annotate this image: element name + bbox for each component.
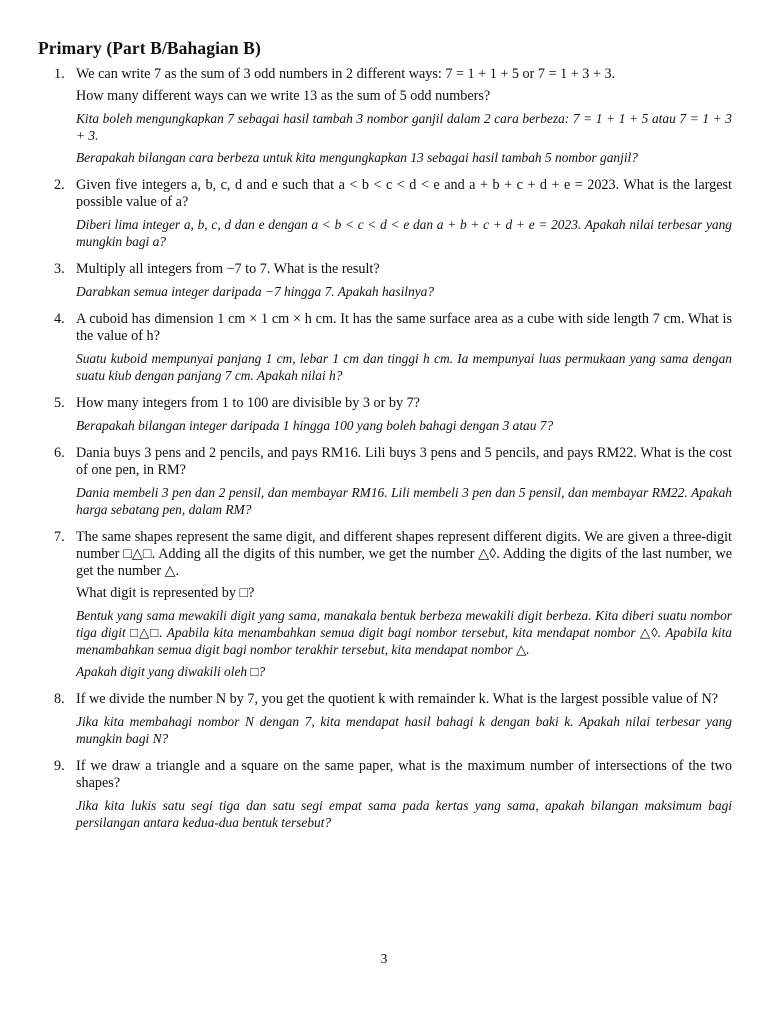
problem-number: 4. xyxy=(54,311,65,327)
problem-9 xyxy=(0,758,768,831)
problem-text-malay: Berapakah bilangan integer daripada 1 hingga 100 yang boleh bahagi dengan 3 atau 7? xyxy=(76,418,554,433)
problem-number: 5. xyxy=(54,395,65,411)
problem-text-english: Given five integers a, b, c, d and e such that a < b < c < d < e and a + b + c + d + e = 2023. What is the largest possible value of a? xyxy=(76,177,732,210)
problem-text-malay: Diberi lima integer a, b, c, d dan e dengan a < b < c < d < e dan a + b + c + d + e = 2023. Apakah nilai terbesar yang mungkin bagi a? xyxy=(76,217,732,249)
problem-8 xyxy=(0,691,768,747)
problem-6 xyxy=(0,445,768,518)
problem-text-malay: Dania membeli 3 pen dan 2 pensil, dan membayar RM16. Lili membeli 3 pen dan 5 pensil, dan membayar RM22. Apakah harga sebatang pen, dalam RM? xyxy=(76,485,732,517)
problem-5 xyxy=(0,395,768,434)
problem-3 xyxy=(0,261,768,300)
problem-text-malay: Darabkan semua integer daripada −7 hingga 7. Apakah hasilnya? xyxy=(76,284,435,299)
section-heading: Primary (Part B/Bahagian B) xyxy=(38,38,261,58)
problem-text-english: Dania buys 3 pens and 2 pencils, and pays RM16. Lili buys 3 pens and 5 pencils, and pays RM22. What is the cost of one pen, in RM? xyxy=(76,445,732,478)
problem-4 xyxy=(0,311,768,384)
problem-text-malay: Bentuk yang sama mewakili digit yang sama, manakala bentuk berbeza mewakili digit berbeza. Kita diberi suatu nombor tiga digit □△□. Apabila kita menambahkan semua digit bagi nombor tersebut, kita mendapat nombor △◊. Apabila kita menambahkan semua digit bagi nombor terakhir tersebut, kita mendapat nombor △. xyxy=(76,608,732,657)
problem-number: 6. xyxy=(54,445,65,461)
problem-number: 7. xyxy=(54,529,65,545)
problem-text-malay: Suatu kuboid mempunyai panjang 1 cm, lebar 1 cm dan tinggi h cm. Ia mempunyai luas permukaan yang sama dengan suatu kiub dengan panjang 7 cm. Apakah nilai h? xyxy=(76,351,732,383)
problem-7 xyxy=(0,529,768,680)
page-number: 3 xyxy=(380,951,388,966)
problem-text-english: We can write 7 as the sum of 3 odd numbers in 2 different ways: 7 = 1 + 1 + 5 or 7 = 1 + 3 + 3. xyxy=(76,66,616,82)
problem-text-english: How many integers from 1 to 100 are divisible by 3 or by 7? xyxy=(76,395,420,411)
problem-question-english: What digit is represented by □? xyxy=(76,585,255,601)
problem-number: 1. xyxy=(54,66,65,82)
problem-text-english: A cuboid has dimension 1 cm × 1 cm × h cm. It has the same surface area as a cube with side length 7 cm. What is the value of h? xyxy=(76,311,732,344)
problem-list xyxy=(0,66,768,842)
problem-number: 9. xyxy=(54,758,65,774)
problem-text-english: Multiply all integers from −7 to 7. What is the result? xyxy=(76,261,380,277)
problem-2 xyxy=(0,177,768,250)
problem-number: 3. xyxy=(54,261,65,277)
problem-number: 8. xyxy=(54,691,65,707)
problem-text-malay: Jika kita lukis satu segi tiga dan satu segi empat sama pada kertas yang sama, apakah bilangan maksimum bagi persilangan antara kedua-dua bentuk tersebut? xyxy=(76,798,732,830)
problem-text-malay: Kita boleh mengungkapkan 7 sebagai hasil tambah 3 nombor ganjil dalam 2 cara berbeza: 7 = 1 + 1 + 5 atau 7 = 1 + 3 + 3. xyxy=(76,111,732,143)
problem-number: 2. xyxy=(54,177,65,193)
problem-text-english: If we divide the number N by 7, you get the quotient k with remainder k. What is the largest possible value of N? xyxy=(76,691,719,707)
problem-1 xyxy=(0,66,768,166)
problem-text-malay: Jika kita membahagi nombor N dengan 7, kita mendapat hasil bahagi k dengan baki k. Apakah nilai terbesar yang mungkin bagi N? xyxy=(76,714,732,746)
problem-question-english: How many different ways can we write 13 as the sum of 5 odd numbers? xyxy=(76,88,491,104)
problem-question-malay: Apakah digit yang diwakili oleh □? xyxy=(76,664,266,679)
problem-text-english: If we draw a triangle and a square on the same paper, what is the maximum number of intersections of the two shapes? xyxy=(76,758,732,791)
problem-question-malay: Berapakah bilangan cara berbeza untuk kita mengungkapkan 13 sebagai hasil tambah 5 nombor ganjil? xyxy=(76,150,638,165)
problem-text-english: The same shapes represent the same digit, and different shapes represent different digits. We are given a three-digit number □△□. Adding all the digits of this number, we get the number △◊. Adding the digits of the last number, we get the number △. xyxy=(76,529,732,579)
